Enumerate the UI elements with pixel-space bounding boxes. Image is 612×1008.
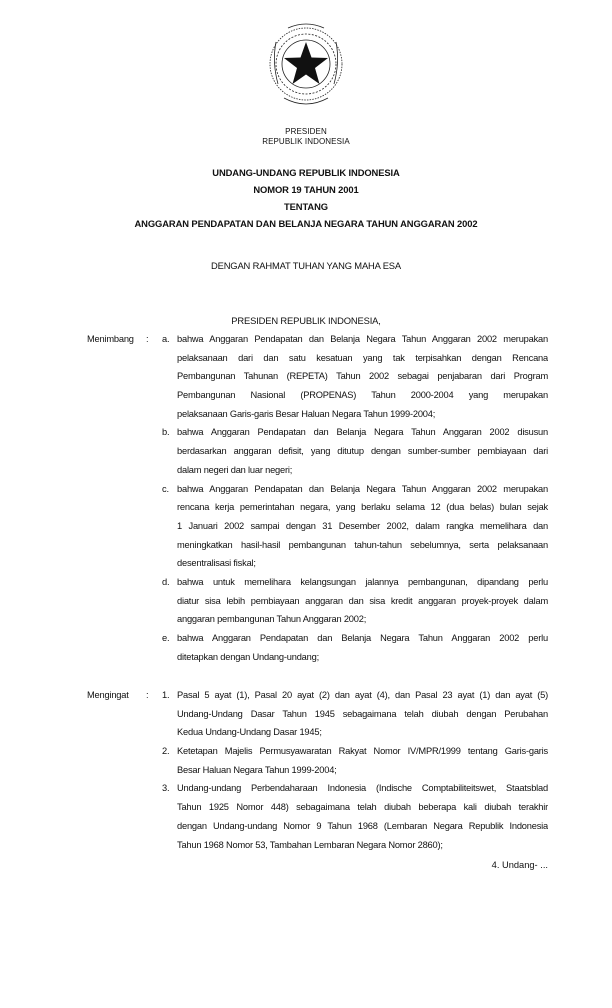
item-number: a. — [162, 334, 170, 344]
item-text: Undang-undang Perbendaharaan Indonesia (Indische Comptabiliteitswet, Staatsblad — [177, 783, 548, 794]
menimbang-colon: : — [146, 334, 149, 344]
item-text: Kedua Undang-Undang Dasar 1945; — [177, 727, 322, 738]
item-text: Pembangunan Tahunan (REPETA) Tahun 2002 sebagai penjabaran dari Program — [177, 371, 548, 382]
menimbang-line — [0, 349, 612, 368]
menimbang-line — [0, 386, 612, 405]
menimbang-line — [0, 592, 612, 611]
item-number: 3. — [162, 783, 170, 794]
menimbang-line — [0, 648, 612, 667]
mengingat-line — [0, 742, 612, 761]
menimbang-line — [0, 629, 612, 648]
menimbang-line — [0, 517, 612, 536]
title-about: TENTANG — [284, 201, 328, 212]
item-text: Tahun 1925 Nomor 448) sebagaimana telah diubah beberapa kali diubah terakhir — [177, 802, 548, 813]
menimbang-line — [0, 461, 612, 480]
mengingat-line — [0, 761, 612, 780]
menimbang-line — [0, 442, 612, 461]
item-number: 1. — [162, 690, 170, 700]
item-text: bahwa untuk memelihara kelangsungan jalannya pembangunan, dipandang perlu — [177, 576, 548, 587]
item-text: pelaksanaan dari dan satu kesatuan yang tak terpisahkan dengan Rencana — [177, 352, 548, 363]
item-text: desentralisasi fiskal; — [177, 558, 256, 569]
menimbang-line — [0, 330, 612, 349]
mengingat-line — [0, 705, 612, 724]
mengingat-line — [0, 836, 612, 855]
president-line: PRESIDEN REPUBLIK INDONESIA, — [231, 315, 381, 326]
item-number: 2. — [162, 746, 170, 757]
menimbang-label: Menimbang — [87, 334, 134, 344]
title-subject: ANGGARAN PENDAPATAN DAN BELANJA NEGARA TAHUN ANGGARAN 2002 — [134, 218, 478, 229]
mengingat-line — [0, 686, 612, 705]
item-text: bahwa Anggaran Pendapatan dan Belanja Negara Tahun Anggaran 2002 disusun — [177, 427, 548, 438]
emblem-caption-republic: REPUBLIK INDONESIA — [262, 137, 350, 146]
item-number: e. — [162, 633, 170, 643]
blessing-line: DENGAN RAHMAT TUHAN YANG MAHA ESA — [210, 260, 402, 271]
menimbang-line — [0, 554, 612, 573]
mengingat-line — [0, 779, 612, 798]
item-number: b. — [162, 427, 170, 438]
item-text: meningkatkan hasil-hasil pembangunan tahun-tahun sebelumnya, serta pelaksanaan — [177, 539, 548, 550]
mengingat-colon: : — [146, 690, 149, 700]
item-text: dalam negeri dan luar negeri; — [177, 464, 293, 475]
title-law: UNDANG-UNDANG REPUBLIK INDONESIA — [212, 167, 400, 178]
menimbang-line — [0, 610, 612, 629]
item-text: bahwa Anggaran Pendapatan dan Belanja Negara Tahun Anggaran 2002 merupakan — [177, 334, 548, 344]
garuda-emblem-icon — [268, 12, 344, 124]
mengingat-line — [0, 723, 612, 742]
menimbang-line — [0, 423, 612, 442]
item-text: Ketetapan Majelis Permusyawaratan Rakyat Nomor IV/MPR/1999 tentang Garis-garis — [177, 746, 548, 757]
item-text: Undang-Undang Dasar Tahun 1945 sebagaimana telah diubah dengan Perubahan — [177, 708, 548, 719]
mengingat-line — [0, 798, 612, 817]
menimbang-line — [0, 498, 612, 517]
mengingat-label: Mengingat — [87, 690, 129, 700]
item-text: Pasal 5 ayat (1), Pasal 20 ayat (2) dan ayat (4), dan Pasal 23 ayat (1) dan ayat (5) — [177, 690, 548, 700]
item-text: Pembangunan Nasional (PROPENAS) Tahun 2000-2004 yang merupakan — [177, 390, 548, 401]
item-text: diatur sisa lebih pembiayaan anggaran dan sisa kredit anggaran proyek-proyek dalam — [177, 595, 548, 606]
item-text: pelaksanaan Garis-garis Besar Haluan Negara Tahun 1999-2004; — [177, 408, 436, 419]
item-number: c. — [162, 483, 169, 494]
item-text: anggaran pembangunan Tahun Anggaran 2002; — [177, 614, 367, 625]
menimbang-line — [0, 536, 612, 555]
menimbang-section — [0, 330, 612, 666]
item-text: ditetapkan dengan Undang-undang; — [177, 651, 319, 662]
item-text: bahwa Anggaran Pendapatan dan Belanja Negara Tahun Anggaran 2002 perlu — [177, 633, 548, 643]
item-text: Besar Haluan Negara Tahun 1999-2004; — [177, 764, 337, 775]
menimbang-line — [0, 480, 612, 499]
item-text: berdasarkan anggaran defisit, yang ditutup dengan sumber-sumber pembiayaan dari — [177, 446, 548, 457]
item-text: bahwa Anggaran Pendapatan dan Belanja Negara Tahun Anggaran 2002 merupakan — [177, 483, 548, 494]
mengingat-line — [0, 817, 612, 836]
menimbang-line — [0, 367, 612, 386]
item-text: 1 Januari 2002 sampai dengan 31 Desember 2002, dalam rangka memelihara dan — [177, 520, 548, 531]
item-text: Tahun 1968 Nomor 53, Tambahan Lembaran Negara Nomor 2860); — [177, 839, 443, 850]
mengingat-section — [0, 686, 612, 854]
item-text: dengan Undang-undang Nomor 9 Tahun 1968 (Lembaran Negara Republik Indonesia — [177, 820, 548, 831]
menimbang-line — [0, 405, 612, 424]
item-text: rencana kerja pemerintahan negara, yang berlaku selama 12 (dua belas) bulan sejak — [177, 502, 548, 513]
menimbang-line — [0, 573, 612, 592]
page-continuation: 4. Undang- ... — [491, 860, 548, 870]
title-number: NOMOR 19 TAHUN 2001 — [253, 184, 359, 195]
emblem-caption-president: PRESIDEN — [285, 127, 327, 136]
item-number: d. — [162, 576, 170, 587]
